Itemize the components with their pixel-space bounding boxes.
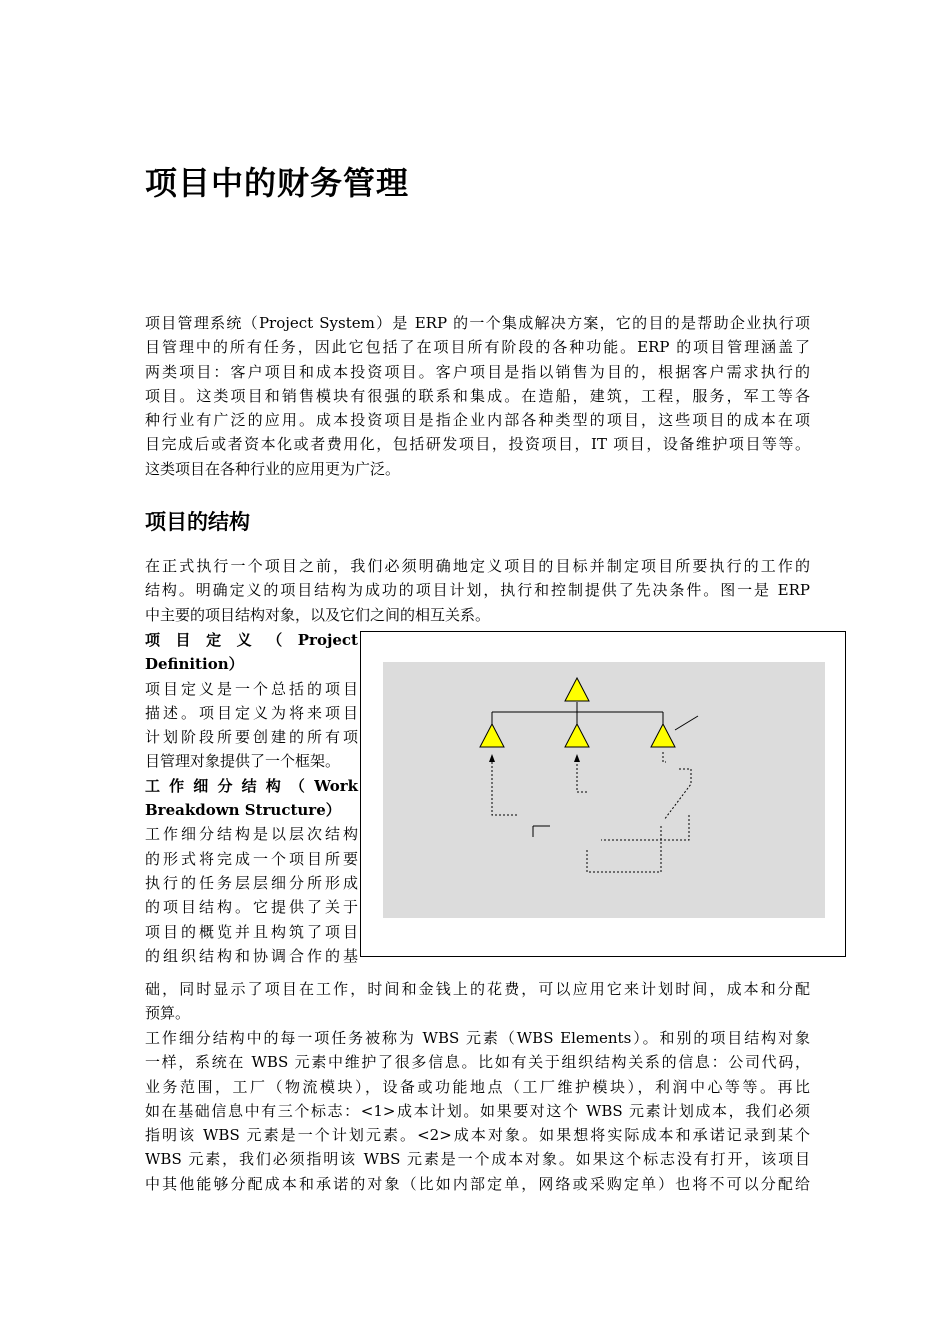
text-line: 的形式将完成一个项目所要	[145, 849, 358, 868]
left-column-text	[145, 628, 358, 968]
text-line: 如在基础信息中有三个标志：<1>成本计划。如果要对这个 WBS 元素计划成本，我们必须	[145, 1101, 810, 1120]
text-line: 两类项目：客户项目和成本投资项目。客户项目是指以销售为目的，根据客户需求执行的	[145, 362, 810, 381]
diagram-background	[383, 662, 825, 918]
text-line: 项目。这类项目和销售模块有很强的联系和集成。在造船，建筑，工程，服务，军工等各	[145, 386, 810, 405]
text-line: 中主要的项目结构对象，以及它们之间的相互关系。	[145, 605, 491, 624]
text-line: 这类项目在各种行业的应用更为广泛。	[145, 459, 401, 478]
project-structure-diagram	[361, 632, 845, 956]
text-line: WBS 元素，我们必须指明该 WBS 元素是一个成本对象。如果这个标志没有打开，该项目	[145, 1150, 810, 1169]
wbs-heading: Breakdown Structure）	[145, 801, 341, 820]
text-line: 的项目结构。它提供了关于	[145, 898, 358, 917]
structure-paragraph	[145, 554, 810, 627]
text-line: 计划阶段所要创建的所有项	[145, 728, 358, 747]
text-line: 工作细分结构中的每一项任务被称为 WBS 元素（WBS Elements）。和别的项目结构对象	[145, 1029, 810, 1047]
text-line: 预算。	[145, 1004, 191, 1023]
text-line: 种行业有广泛的应用。成本投资项目是指企业内部各种类型的项目，这些项目的成本在项	[145, 411, 810, 430]
section-heading: 项目的结构	[145, 510, 250, 534]
text-line: 础，同时显示了项目在工作，时间和金钱上的花费，可以应用它来计划时间，成本和分配	[145, 980, 810, 998]
page-title: 项目中的财务管理	[145, 164, 410, 202]
text-line: 描述。项目定义为将来项目	[145, 703, 358, 722]
text-line: 工作细分结构是以层次结构	[145, 825, 358, 844]
text-line: 一样，系统在 WBS 元素中维护了很多信息。比如有关于组织结构关系的信息：公司代码，	[145, 1053, 810, 1072]
text-line: 中其他能够分配成本和承诺的对象（比如内部定单，网络或采购定单）也将不可以分配给	[145, 1174, 810, 1193]
wbs-elements-paragraph	[145, 1026, 810, 1196]
intro-paragraph	[145, 311, 810, 481]
project-definition-heading: Definition）	[145, 655, 244, 674]
text-line: 项目管理系统（Project System）是 ERP 的一个集成解决方案，它的目的是帮助企业执行项	[145, 314, 810, 332]
text-line: 目管理中的所有任务，因此它包括了在项目所有阶段的各种功能。ERP 的项目管理涵盖了	[145, 338, 810, 357]
text-line: 的组织结构和协调合作的基	[145, 946, 358, 965]
text-line: 在正式执行一个项目之前，我们必须明确地定义项目的目标并制定项目所要执行的工作的	[145, 557, 810, 575]
text-line: 目管理对象提供了一个框架。	[145, 752, 341, 771]
text-line: 结构。明确定义的项目结构为成功的项目计划，执行和控制提供了先决条件。图一是 ERP	[145, 581, 810, 600]
wbs-heading: 工 作 细 分 结 构 （ Work	[145, 776, 358, 795]
text-line: 项目定义是一个总括的项目	[145, 679, 358, 698]
text-line: 业务范围，工厂（物流模块），设备或功能地点（工厂维护模块），利润中心等等。再比	[145, 1077, 810, 1096]
project-structure-figure	[360, 631, 846, 957]
text-line: 指明该 WBS 元素是一个计划元素。<2>成本对象。如果想将实际成本和承诺记录到某个	[145, 1126, 810, 1145]
text-line: 项目的概览并且构筑了项目	[145, 922, 358, 941]
text-line: 目完成后或者资本化或者费用化，包括研发项目，投资项目，IT 项目，设备维护项目等等。	[145, 435, 810, 454]
project-definition-heading: 项 目 定 义 （ Project	[145, 631, 358, 649]
text-line: 执行的任务层层细分所形成	[145, 873, 358, 892]
wbs-continuation	[145, 977, 810, 1026]
